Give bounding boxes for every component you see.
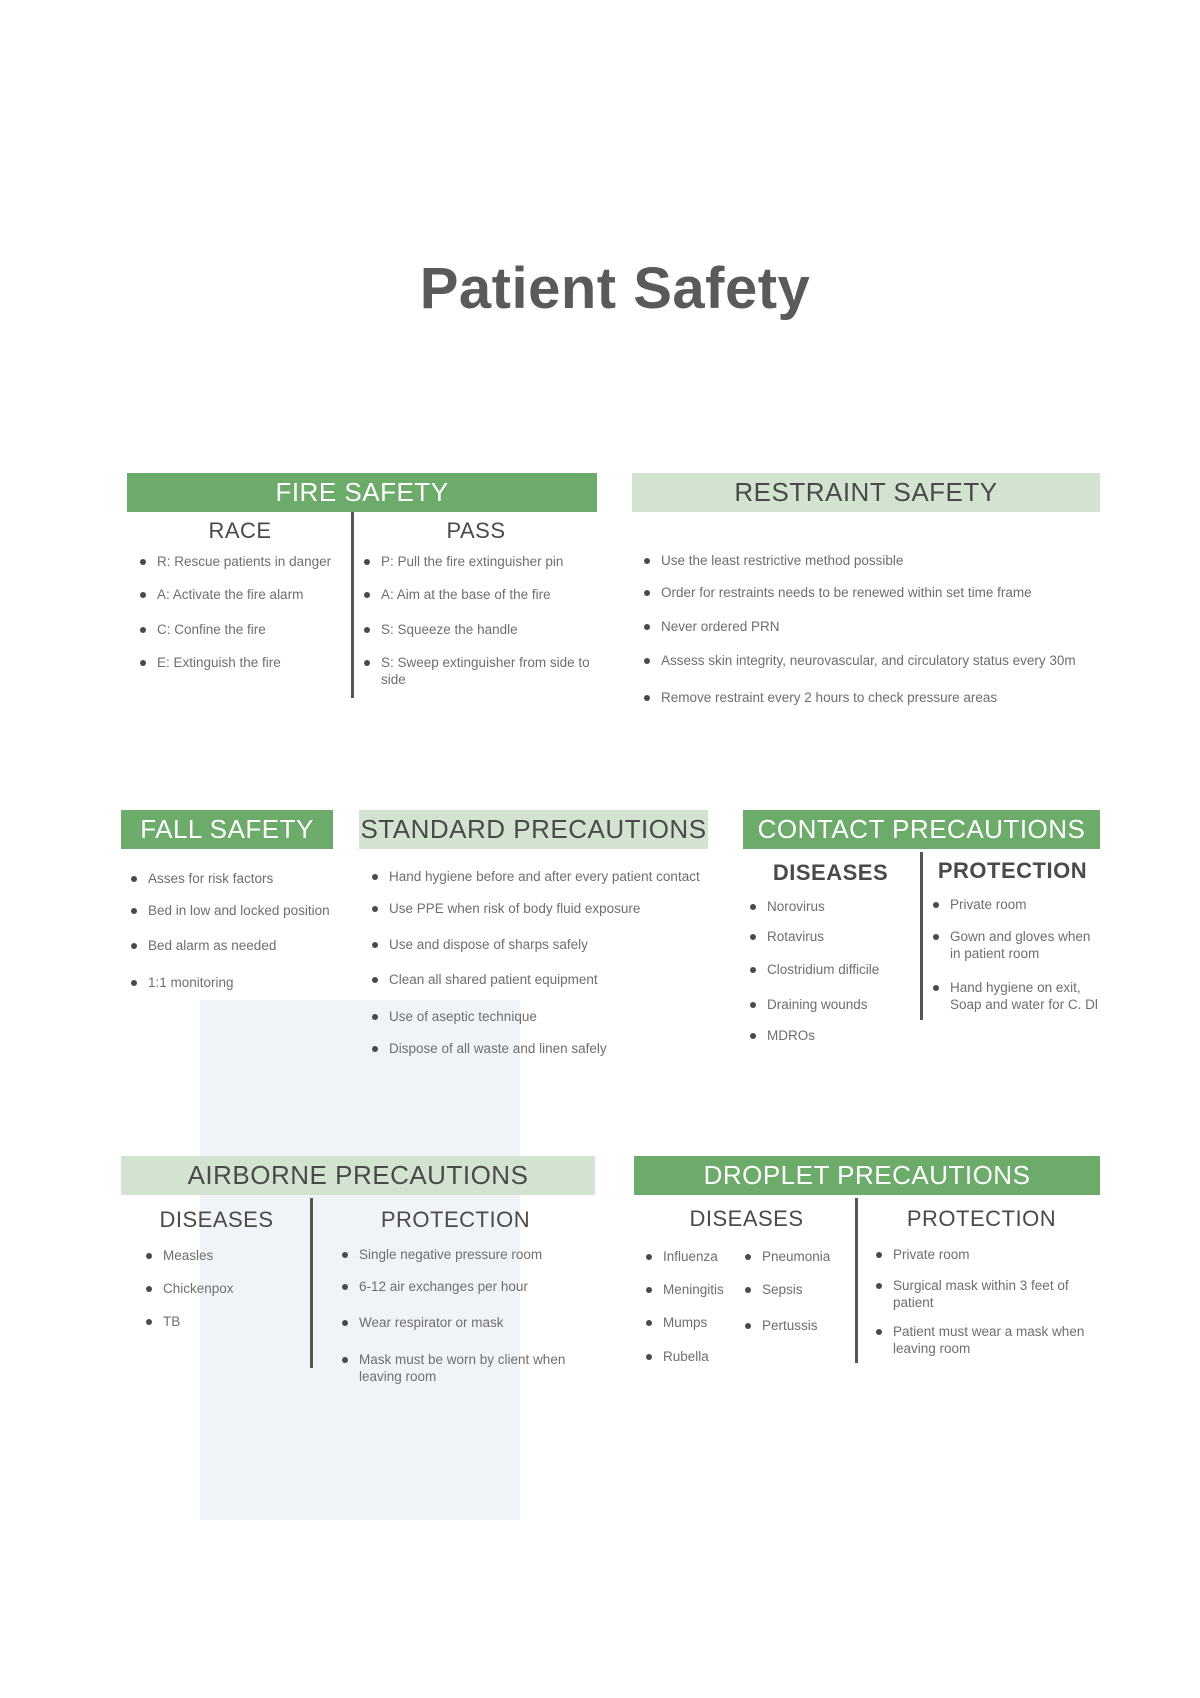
standard-precautions-header: STANDARD PRECAUTIONS	[359, 810, 708, 849]
list-item: Hand hygiene before and after every patient contact	[372, 868, 717, 885]
list-item: A: Activate the fire alarm	[140, 586, 345, 603]
airborne-protection-title: PROTECTION	[380, 1207, 531, 1232]
list-item: R: Rescue patients in danger	[140, 553, 345, 570]
list-item: Order for restraints needs to be renewed within set time frame	[644, 584, 1094, 601]
list-item: MDROs	[750, 1027, 915, 1044]
list-item: Clostridium difficile	[750, 961, 915, 978]
fire-divider	[351, 512, 354, 698]
contact-divider	[920, 852, 923, 1020]
list-item: Use PPE when risk of body fluid exposure	[372, 900, 717, 917]
list-item: Private room	[933, 896, 1103, 913]
fall-safety-header: FALL SAFETY	[121, 810, 333, 849]
airborne-protection-list	[342, 1246, 582, 1385]
list-item: E: Extinguish the fire	[140, 654, 345, 671]
fire-safety-header: FIRE SAFETY	[127, 473, 597, 512]
list-item: Clean all shared patient equipment	[372, 971, 717, 988]
droplet-diseases-title: DISEASES	[689, 1206, 804, 1231]
list-item: Chickenpox	[146, 1280, 296, 1297]
pass-title: PASS	[446, 518, 506, 543]
pass-list	[364, 553, 594, 688]
list-item: Mumps	[646, 1314, 746, 1331]
airborne-divider	[310, 1198, 313, 1368]
contact-diseases-list	[750, 898, 915, 1044]
race-list	[140, 553, 345, 671]
race-title: RACE	[208, 518, 272, 543]
list-item: S: Sweep extinguisher from side to side	[364, 654, 594, 688]
droplet-precautions-header: DROPLET PRECAUTIONS	[634, 1156, 1100, 1195]
page-title: Patient Safety	[419, 256, 811, 321]
list-item: 1:1 monitoring	[131, 974, 341, 991]
list-item: Wear respirator or mask	[342, 1314, 582, 1331]
list-item: Remove restraint every 2 hours to check pressure areas	[644, 689, 1094, 706]
contact-protection-list	[933, 896, 1103, 1013]
list-item: Pneumonia	[745, 1248, 850, 1265]
airborne-diseases-list	[146, 1247, 296, 1330]
list-item: P: Pull the fire extinguisher pin	[364, 553, 594, 570]
fall-list	[131, 870, 341, 991]
list-item: Mask must be worn by client when leaving room	[342, 1351, 582, 1385]
contact-precautions-header: CONTACT PRECAUTIONS	[743, 810, 1100, 849]
list-item: C: Confine the fire	[140, 621, 345, 638]
restraint-safety-header: RESTRAINT SAFETY	[632, 473, 1100, 512]
list-item: Use the least restrictive method possible	[644, 552, 1094, 569]
list-item: Pertussis	[745, 1317, 850, 1334]
list-item: Asses for risk factors	[131, 870, 341, 887]
list-item: Draining wounds	[750, 996, 915, 1013]
list-item: A: Aim at the base of the fire	[364, 586, 594, 603]
list-item: Private room	[876, 1246, 1096, 1263]
contact-protection-title: PROTECTION	[937, 858, 1088, 883]
list-item: Use of aseptic technique	[372, 1008, 717, 1025]
list-item: Meningitis	[646, 1281, 746, 1298]
list-item: Never ordered PRN	[644, 618, 1094, 635]
list-item: Influenza	[646, 1248, 746, 1265]
list-item: Assess skin integrity, neurovascular, and circulatory status every 30m	[644, 652, 1094, 669]
airborne-diseases-title: DISEASES	[159, 1207, 274, 1232]
list-item: Rotavirus	[750, 928, 915, 945]
droplet-diseases-list-1	[646, 1248, 746, 1365]
list-item: Patient must wear a mask when leaving room	[876, 1323, 1096, 1357]
list-item: Single negative pressure room	[342, 1246, 582, 1263]
droplet-protection-title: PROTECTION	[906, 1206, 1057, 1231]
list-item: TB	[146, 1313, 296, 1330]
list-item: Dispose of all waste and linen safely	[372, 1040, 717, 1057]
restraint-list	[644, 552, 1094, 706]
standard-list	[372, 868, 717, 1057]
list-item: Use and dispose of sharps safely	[372, 936, 717, 953]
list-item: Surgical mask within 3 feet of patient	[876, 1277, 1096, 1311]
list-item: Measles	[146, 1247, 296, 1264]
contact-diseases-title: DISEASES	[772, 860, 889, 885]
droplet-protection-list	[876, 1246, 1096, 1357]
airborne-precautions-header: AIRBORNE PRECAUTIONS	[121, 1156, 595, 1195]
list-item: S: Squeeze the handle	[364, 621, 594, 638]
droplet-diseases-list-2	[745, 1248, 850, 1334]
list-item: Rubella	[646, 1348, 746, 1365]
list-item: Bed in low and locked position	[131, 902, 341, 919]
list-item: Bed alarm as needed	[131, 937, 341, 954]
droplet-divider	[855, 1198, 858, 1363]
list-item: 6-12 air exchanges per hour	[342, 1278, 582, 1295]
list-item: Gown and gloves when in patient room	[933, 928, 1103, 962]
list-item: Norovirus	[750, 898, 915, 915]
list-item: Sepsis	[745, 1281, 850, 1298]
list-item: Hand hygiene on exit, Soap and water for C. Dl	[933, 979, 1103, 1013]
